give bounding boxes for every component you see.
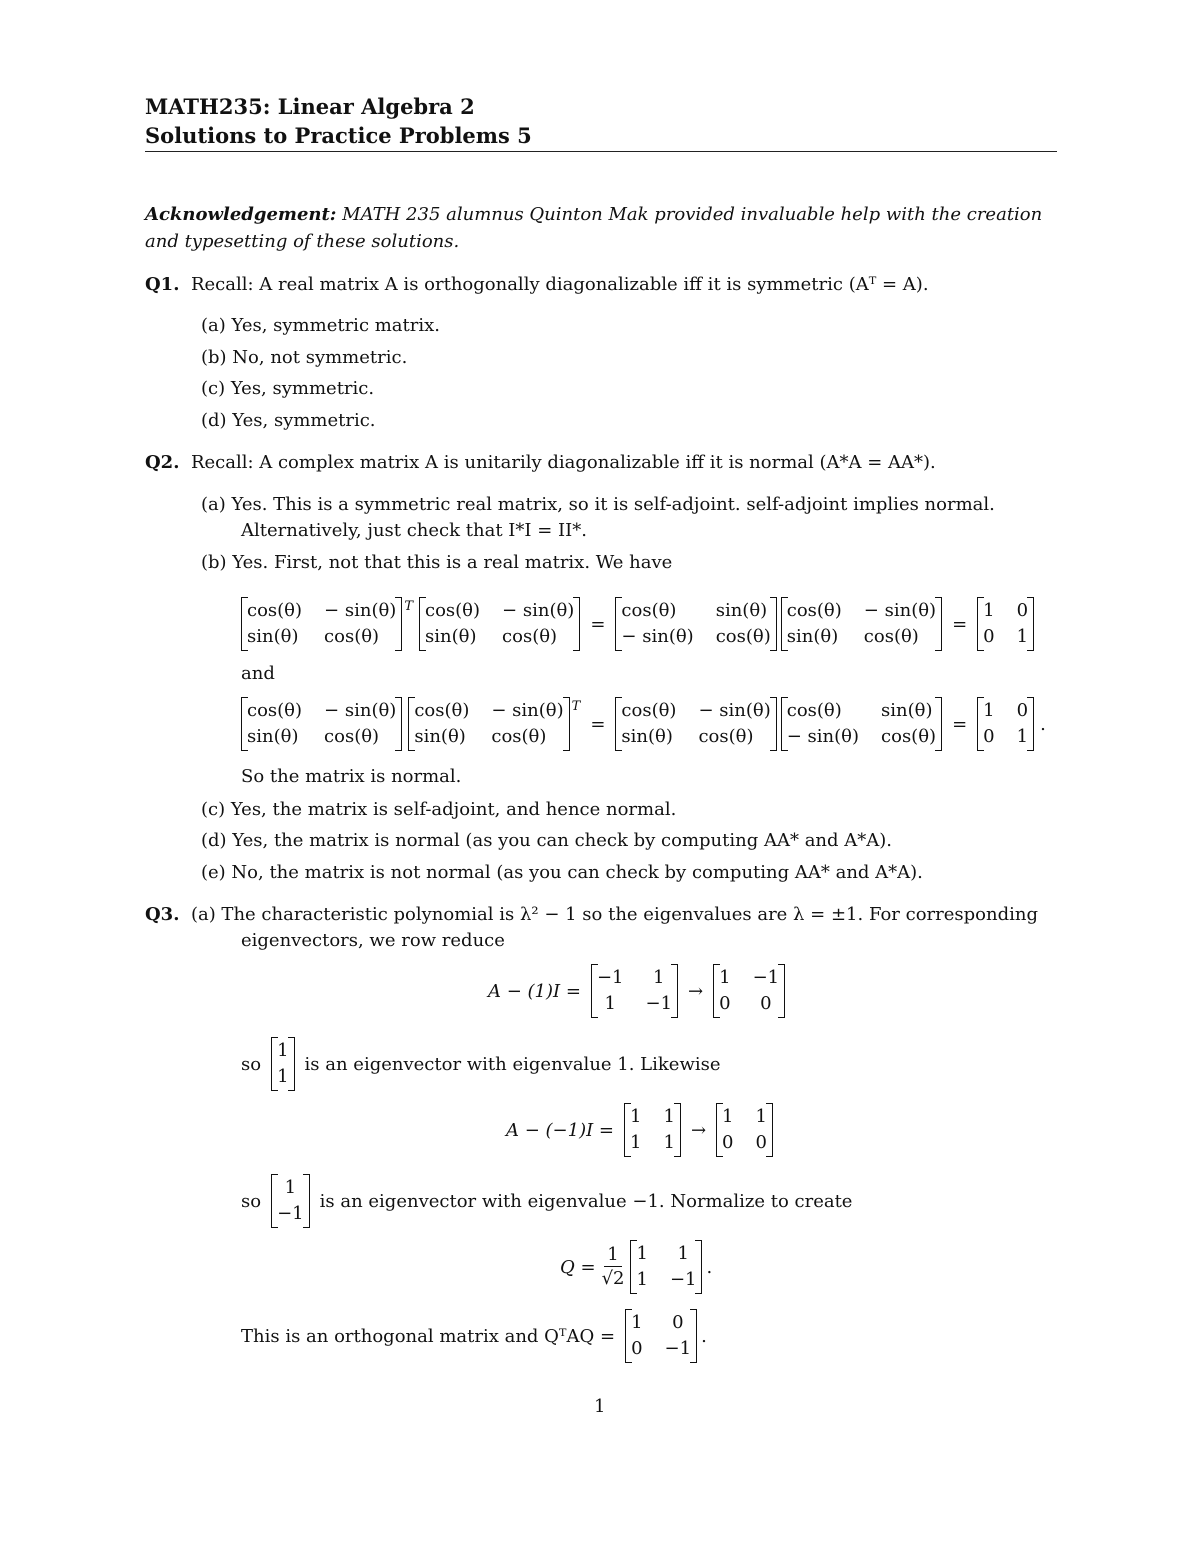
q3-orthogonal-line: [241, 1312, 707, 1360]
transpose-mark: T: [571, 698, 581, 714]
matrix: 1 1 1 −1: [630, 1243, 702, 1291]
q2-label: Q2.: [145, 452, 180, 473]
matrix: 1 1 1 1: [624, 1106, 681, 1154]
arrow-icon: →: [688, 980, 704, 1002]
matrix-rotation: cos(θ) − sin(θ) sin(θ) cos(θ): [419, 600, 580, 648]
q3-eigenvector-1-line: [241, 1040, 721, 1088]
period: .: [706, 1256, 713, 1278]
q-lhs: Q =: [560, 1256, 596, 1278]
q2-a-line-1: (a) Yes. This is a symmetric real matrix, so it is self-adjoint. self-adjoint implies normal.: [201, 494, 995, 515]
q2-equation-1: [241, 600, 1034, 648]
so-text: so: [241, 1053, 262, 1075]
q3-equation-2: [506, 1106, 773, 1154]
q1-label: Q1.: [145, 274, 180, 295]
q3-a-line-1: (a) The characteristic polynomial is λ² − 1 so the eigenvalues are λ = ±1. For corresponding: [190, 904, 1038, 925]
q3-a-line-2: eigenvectors, we row reduce: [241, 930, 505, 951]
q3-equation-1: [488, 967, 785, 1015]
acknowledgement-text-1: MATH 235 alumnus Quinton Mak provided invaluable help with the creation: [336, 204, 1043, 225]
q1-recall: Recall: A real matrix A is orthogonally diagonalizable iff it is symmetric (Aᵀ = A).: [190, 274, 929, 295]
vector: 1 −1: [271, 1177, 310, 1225]
matrix-identity: 1 0 0 1: [977, 600, 1034, 648]
period: .: [1040, 713, 1046, 735]
matrix-diagonal: 1 0 0 −1: [625, 1312, 697, 1360]
equation-lhs: A − (1)I =: [488, 980, 581, 1002]
matrix-rotation: cos(θ) − sin(θ) sin(θ) cos(θ): [615, 700, 776, 748]
transpose-mark: T: [404, 598, 413, 614]
matrix-rotation-transpose: cos(θ) sin(θ) − sin(θ) cos(θ): [615, 600, 776, 648]
q2-b: (b) Yes. First, not that this is a real matrix. We have: [201, 552, 673, 573]
q2-and: and: [241, 663, 275, 684]
q1-b: (b) No, not symmetric.: [201, 347, 408, 368]
q3-eigenvector-2-line: [241, 1177, 852, 1225]
matrix: 1 1 0 0: [716, 1106, 773, 1154]
matrix-identity: 1 0 0 1: [977, 700, 1034, 748]
so-text: so: [241, 1190, 262, 1212]
q3-header: [145, 904, 1038, 926]
matrix-rotation: cos(θ) − sin(θ) sin(θ) cos(θ): [241, 700, 402, 748]
matrix: −1 1 1 −1: [591, 967, 678, 1015]
q3-q-matrix: [560, 1243, 712, 1291]
q2-e: (e) No, the matrix is not normal (as you can check by computing AA* and A*A).: [201, 862, 923, 883]
orthogonal-text: This is an orthogonal matrix and QᵀAQ =: [241, 1325, 616, 1347]
page-number: 1: [594, 1396, 606, 1417]
vector: 1 1: [271, 1040, 294, 1088]
q2-a-line-2: Alternatively, just check that I*I = II*.: [241, 520, 587, 541]
document-subtitle: Solutions to Practice Problems 5: [145, 123, 532, 148]
eigenvector-2-text: is an eigenvector with eigenvalue −1. Normalize to create: [319, 1190, 853, 1212]
matrix-rotation: cos(θ) − sin(θ) sin(θ) cos(θ): [781, 600, 942, 648]
q2-c: (c) Yes, the matrix is self-adjoint, and hence normal.: [201, 799, 677, 820]
q2-normal: So the matrix is normal.: [241, 766, 462, 787]
acknowledgement-label: Acknowledgement:: [145, 204, 337, 225]
eigenvector-1-text: is an eigenvector with eigenvalue 1. Likewise: [304, 1053, 721, 1075]
q2-header: [145, 452, 936, 474]
q2-equation-2: [241, 700, 1046, 748]
acknowledgement-line-2: and typesetting of these solutions.: [145, 231, 460, 252]
q1-a: (a) Yes, symmetric matrix.: [201, 315, 441, 336]
title-rule: [145, 151, 1057, 152]
equals-sign: =: [952, 713, 968, 735]
matrix: 1 −1 0 0: [713, 967, 785, 1015]
q1-c: (c) Yes, symmetric.: [201, 378, 375, 399]
arrow-icon: →: [690, 1119, 707, 1141]
equals-sign: =: [952, 613, 968, 635]
equation-lhs: A − (−1)I =: [506, 1119, 615, 1141]
q1-d: (d) Yes, symmetric.: [201, 410, 376, 431]
q2-d: (d) Yes, the matrix is normal (as you can check by computing AA* and A*A).: [201, 830, 893, 851]
period: .: [701, 1325, 707, 1347]
equals-sign: =: [590, 713, 606, 735]
q3-label: Q3.: [145, 904, 180, 925]
document-title: MATH235: Linear Algebra 2: [145, 94, 475, 119]
acknowledgement-line-1: [145, 204, 1042, 226]
matrix-rotation: cos(θ) − sin(θ) sin(θ) cos(θ): [408, 700, 569, 748]
q1-header: [145, 274, 929, 296]
matrix-rotation-transpose: cos(θ) sin(θ) − sin(θ) cos(θ): [781, 700, 942, 748]
fraction: $\frac{1}{√2}$: [601, 1243, 625, 1289]
matrix-rotation: cos(θ) − sin(θ) sin(θ) cos(θ): [241, 600, 402, 648]
equals-sign: =: [590, 613, 606, 635]
q2-recall: Recall: A complex matrix A is unitarily diagonalizable iff it is normal (A*A = AA*).: [190, 452, 936, 473]
